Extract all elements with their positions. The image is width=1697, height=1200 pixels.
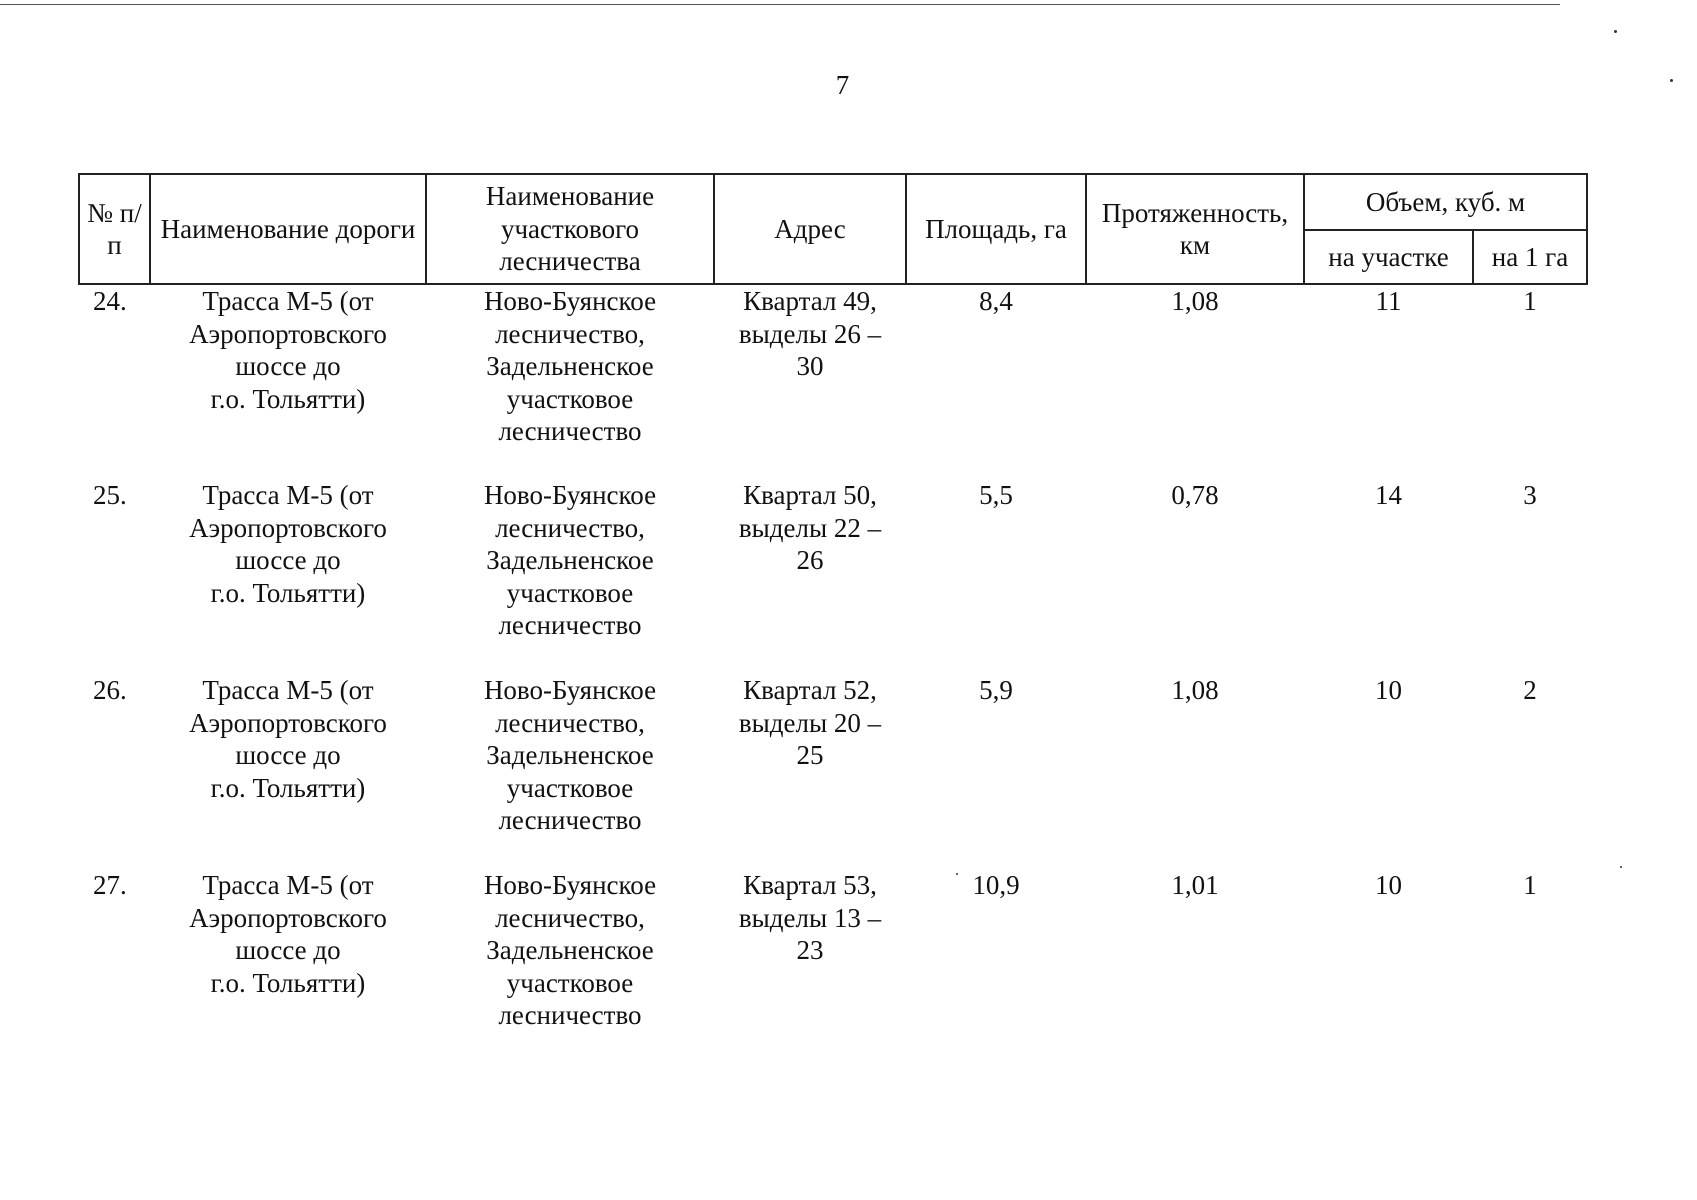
cell-line: г.о. Тольятти) bbox=[210, 967, 366, 998]
cell-line: лесничество, bbox=[495, 707, 645, 738]
cell-road bbox=[150, 674, 426, 869]
page-number: 7 bbox=[835, 70, 850, 100]
cell-line: лесничество bbox=[498, 610, 642, 640]
cell-length: 1,08 bbox=[1171, 286, 1219, 316]
cell-volume-site: 11 bbox=[1375, 286, 1402, 316]
cell-line: Ново-Буянское bbox=[483, 675, 657, 705]
cell-line: Трасса М-5 (от bbox=[202, 480, 374, 510]
cell-line: Трасса М-5 (от bbox=[202, 675, 374, 705]
cell-road bbox=[150, 479, 426, 674]
cell-forestry bbox=[426, 674, 714, 869]
cell-road bbox=[150, 284, 426, 479]
cell-address bbox=[714, 284, 906, 479]
cell-line: лесничество, bbox=[495, 902, 645, 933]
header-forestry: Наименование участкового лесничества bbox=[426, 174, 714, 284]
cell-area: 5,5 bbox=[979, 480, 1013, 510]
cell-volume-per-ha: 3 bbox=[1523, 480, 1537, 510]
cell-forestry bbox=[426, 284, 714, 479]
cell-area: 5,9 bbox=[979, 675, 1013, 705]
scan-speck bbox=[956, 873, 958, 875]
cell-line: г.о. Тольятти) bbox=[210, 772, 366, 803]
cell-line: г.о. Тольятти) bbox=[210, 577, 366, 608]
cell-line: Аэропортовского bbox=[189, 318, 387, 349]
cell-line: 25 bbox=[796, 740, 824, 770]
cell-line: выделы 22 – bbox=[738, 512, 882, 543]
cell-line: шоссе до bbox=[235, 351, 341, 381]
header-volume: Объем, куб. м bbox=[1304, 174, 1587, 230]
cell-line: участковое bbox=[506, 383, 634, 414]
cell-line: Квартал 53, bbox=[743, 870, 877, 900]
cell-num: 24. bbox=[93, 286, 127, 316]
header-num: № п/п bbox=[79, 174, 150, 284]
header-volume-per-ha: на 1 га bbox=[1473, 230, 1587, 284]
top-rule bbox=[0, 4, 1560, 5]
cell-line: Аэропортовского bbox=[189, 512, 387, 543]
scan-speck bbox=[1614, 30, 1617, 33]
cell-line: 26 bbox=[796, 545, 824, 575]
cell-line: Ново-Буянское bbox=[483, 286, 657, 316]
cell-line: Задельненское bbox=[486, 740, 654, 770]
cell-line: Квартал 50, bbox=[743, 480, 877, 510]
cell-area: 10,9 bbox=[972, 870, 1020, 900]
cell-line: шоссе до bbox=[235, 935, 341, 965]
data-table bbox=[78, 173, 1588, 1064]
cell-line: лесничество bbox=[498, 416, 642, 446]
cell-line: 30 bbox=[796, 351, 824, 381]
cell-num: 26. bbox=[93, 675, 127, 705]
table-row bbox=[79, 284, 1587, 479]
table-row bbox=[79, 869, 1587, 1064]
cell-num: 25. bbox=[93, 480, 127, 510]
cell-line: участковое bbox=[506, 967, 634, 998]
cell-forestry bbox=[426, 479, 714, 674]
cell-line: лесничество, bbox=[495, 318, 645, 349]
cell-forestry bbox=[426, 869, 714, 1064]
cell-line: Трасса М-5 (от bbox=[202, 286, 374, 316]
cell-line: лесничество bbox=[498, 1000, 642, 1030]
cell-line: г.о. Тольятти) bbox=[210, 383, 366, 414]
header-road: Наименование дороги bbox=[150, 174, 426, 284]
cell-line: выделы 26 – bbox=[738, 318, 882, 349]
scan-speck bbox=[1620, 866, 1622, 868]
header-address: Адрес bbox=[714, 174, 906, 284]
table-header bbox=[79, 174, 1587, 284]
cell-length: 1,08 bbox=[1171, 675, 1219, 705]
cell-line: Ново-Буянское bbox=[483, 870, 657, 900]
cell-line: лесничество, bbox=[495, 512, 645, 543]
cell-address bbox=[714, 869, 906, 1064]
cell-line: Задельненское bbox=[486, 545, 654, 575]
cell-volume-per-ha: 1 bbox=[1523, 870, 1537, 900]
cell-line: Задельненское bbox=[486, 351, 654, 381]
cell-line: шоссе до bbox=[235, 740, 341, 770]
cell-volume-site: 10 bbox=[1375, 870, 1402, 900]
cell-volume-site: 10 bbox=[1375, 675, 1402, 705]
cell-line: Трасса М-5 (от bbox=[202, 870, 374, 900]
header-area: Площадь, га bbox=[906, 174, 1086, 284]
cell-line: лесничество bbox=[498, 805, 642, 835]
cell-line: 23 bbox=[796, 935, 824, 965]
cell-road bbox=[150, 869, 426, 1064]
cell-address bbox=[714, 479, 906, 674]
header-volume-site: на участке bbox=[1304, 230, 1473, 284]
cell-address bbox=[714, 674, 906, 869]
cell-line: шоссе до bbox=[235, 545, 341, 575]
header-length: Протяженность, км bbox=[1086, 174, 1304, 284]
cell-volume-per-ha: 2 bbox=[1523, 675, 1537, 705]
cell-line: участковое bbox=[506, 577, 634, 608]
cell-length: 0,78 bbox=[1171, 480, 1219, 510]
cell-length: 1,01 bbox=[1171, 870, 1219, 900]
cell-line: Задельненское bbox=[486, 935, 654, 965]
cell-line: выделы 20 – bbox=[738, 707, 882, 738]
cell-line: участковое bbox=[506, 772, 634, 803]
cell-line: Квартал 52, bbox=[743, 675, 877, 705]
table-row bbox=[79, 479, 1587, 674]
cell-line: Аэропортовского bbox=[189, 707, 387, 738]
cell-area: 8,4 bbox=[979, 286, 1013, 316]
cell-volume-per-ha: 1 bbox=[1523, 286, 1537, 316]
cell-line: Аэропортовского bbox=[189, 902, 387, 933]
cell-volume-site: 14 bbox=[1375, 480, 1402, 510]
scan-speck bbox=[1670, 79, 1673, 82]
cell-line: выделы 13 – bbox=[738, 902, 882, 933]
table-row bbox=[79, 674, 1587, 869]
cell-line: Квартал 49, bbox=[743, 286, 877, 316]
cell-num: 27. bbox=[93, 870, 127, 900]
table-body bbox=[79, 284, 1587, 1064]
cell-line: Ново-Буянское bbox=[483, 480, 657, 510]
